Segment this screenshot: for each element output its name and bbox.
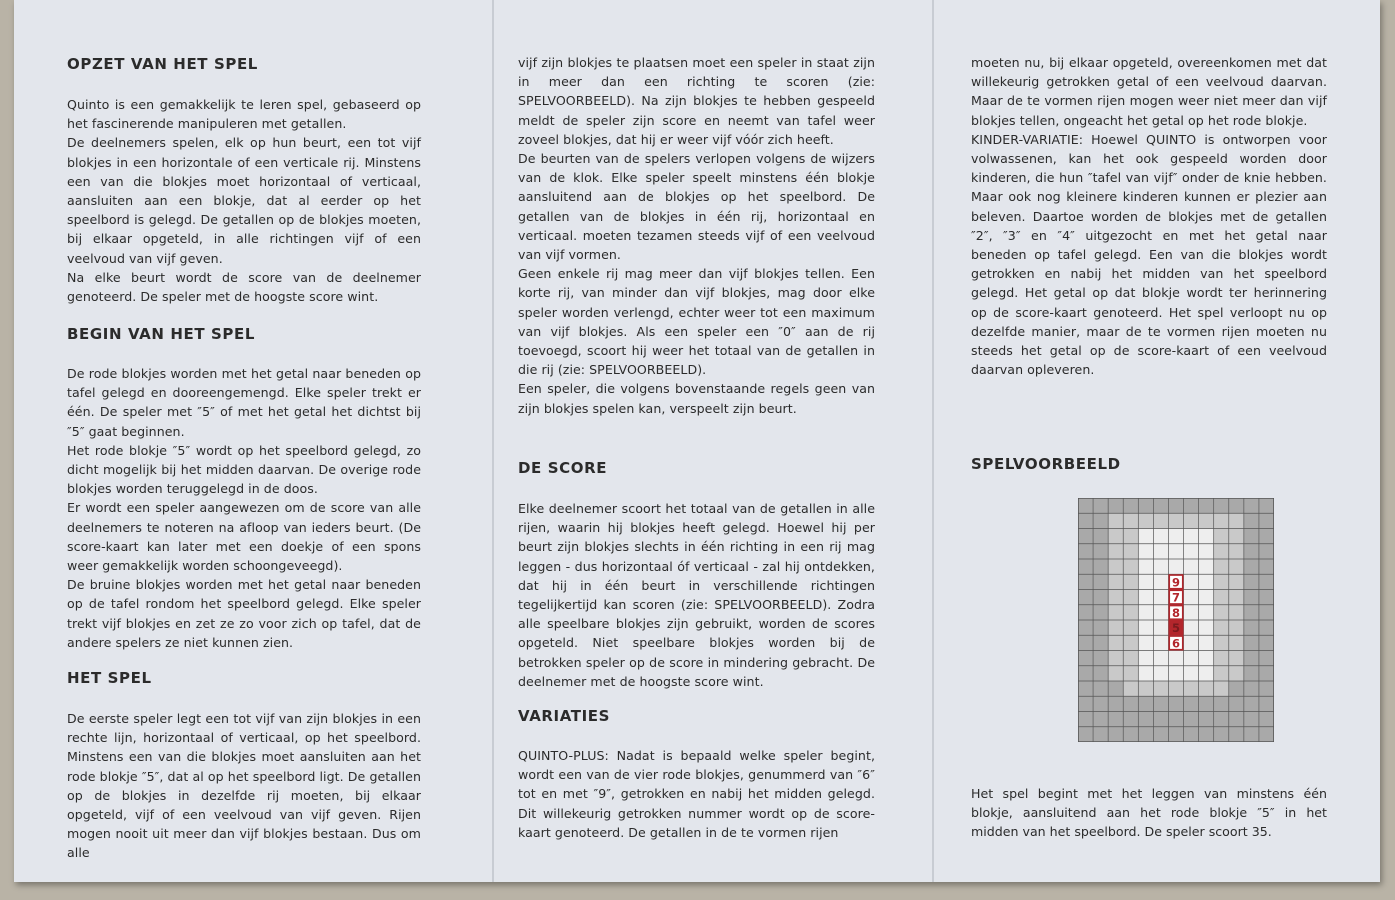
- board-cell: [1214, 666, 1229, 681]
- board-cell: [1093, 651, 1108, 666]
- board-cell: [1078, 712, 1093, 727]
- board-cell: [1093, 620, 1108, 635]
- board-cell: [1153, 727, 1168, 742]
- board-cell: [1123, 727, 1138, 742]
- board-caption: Het spel begint met het leggen van minstens één blokje, aansluitend aan het rode blokje ″5″ in het midden van het speelbord. De speler scoort 35.: [971, 786, 1327, 840]
- board-cell: [1168, 666, 1183, 681]
- board-cell: [1259, 605, 1274, 620]
- board-cell: [1153, 666, 1168, 681]
- board-cell: [1184, 529, 1199, 544]
- board-cell: [1244, 635, 1259, 650]
- board-cell: [1123, 712, 1138, 727]
- paragraph: De rode blokjes worden met het getal naar beneden op tafel gelegd en dooreengemengd. Elke speler trekt er één. De speler met ″5″ of met het getal het dichtst bij ″5″ gaat beginnen.: [67, 366, 421, 439]
- board-cell: [1078, 590, 1093, 605]
- board-cell: [1078, 498, 1093, 513]
- paragraph: Na elke beurt wordt de score van de deelnemer genoteerd. De speler met de hoogste score wint.: [67, 269, 421, 305]
- board-cell: [1123, 681, 1138, 696]
- board-cell: [1199, 498, 1214, 513]
- column-1-block-c: [67, 709, 421, 863]
- board-cell: [1153, 574, 1168, 589]
- board-cell: [1259, 590, 1274, 605]
- board-cell: [1153, 620, 1168, 635]
- board-cell: [1168, 513, 1183, 528]
- board-cell: [1229, 681, 1244, 696]
- paragraph: De beurten van de spelers verlopen volgens de wijzers van de klok. Elke speler speelt minstens één blokje aansluitend aan de blokjes op het speelbord. De getallen van de blokjes in één rij, horizontaal en verticaal. moeten tezamen steeds vijf of een veelvoud van vijf vormen.: [518, 151, 875, 263]
- board-cell: [1153, 681, 1168, 696]
- board-cell: [1123, 498, 1138, 513]
- board-cell: [1168, 651, 1183, 666]
- board-cell: [1138, 696, 1153, 711]
- board-cell: [1229, 513, 1244, 528]
- board-cell: [1108, 666, 1123, 681]
- board-cell: [1108, 513, 1123, 528]
- board-cell: [1214, 574, 1229, 589]
- board-cell: [1214, 635, 1229, 650]
- board-cell: [1214, 620, 1229, 635]
- board-cell: [1153, 696, 1168, 711]
- board-cell: [1123, 544, 1138, 559]
- paragraph: QUINTO-PLUS: Nadat is bepaald welke speler begint, wordt een van de vier rode blokjes, genummerd van ″6″ tot en met ″9″, getrokken en nabij het midden gelegd. Dit willekeurig getrokken nummer wordt op de score-kaart genoteerd. De getallen in de te vormen rijen: [518, 748, 875, 840]
- paragraph: De eerste speler legt een tot vijf van zijn blokjes in een rechte lijn, horizontaal of verticaal, op het speelbord. Minstens een van die blokjes moet aansluiten aan het rode blokje ″5″, dat al op het speelbord ligt. De getallen op de blokjes in dezelfde rij moeten, bij elkaar opgeteld, vijf of een veelvoud van vijf geven. Rijen mogen nooit uit meer dan vijf blokjes bestaan. Dus om alle: [67, 711, 421, 861]
- board-cell: [1153, 590, 1168, 605]
- column-1-block-b: [67, 364, 421, 652]
- board-cell: [1078, 696, 1093, 711]
- paragraph: De deelnemers spelen, elk op hun beurt, een tot vijf blokjes in een horizontale of een verticale rij. Minstens een van die blokjes moet horizontaal of verticaal, aansluiten aan een blokje, dat al eerder op het speelbord is gelegd. De getallen op de blokjes moeten, bij elkaar opgeteld, in alle richtingen vijf of een veelvoud van vijf geven.: [67, 135, 421, 266]
- tile-number: 6: [1171, 636, 1181, 651]
- game-board: [1078, 498, 1274, 742]
- board-cell: [1153, 559, 1168, 574]
- board-cell: [1108, 727, 1123, 742]
- column-2-block-a: [518, 53, 875, 418]
- board-cell: [1078, 544, 1093, 559]
- column-1-block-a: [67, 95, 421, 306]
- board-cell: [1184, 620, 1199, 635]
- board-cell: [1244, 498, 1259, 513]
- board-cell: [1229, 605, 1244, 620]
- board-cell: [1138, 498, 1153, 513]
- board-cell: [1259, 666, 1274, 681]
- board-cell: [1138, 513, 1153, 528]
- board-cell: [1093, 498, 1108, 513]
- board-cell: [1093, 681, 1108, 696]
- board-cell: [1199, 605, 1214, 620]
- board-cell: [1078, 651, 1093, 666]
- board-cell: [1123, 574, 1138, 589]
- board-cell: [1108, 529, 1123, 544]
- board-cell: [1229, 727, 1244, 742]
- board-cell: [1138, 529, 1153, 544]
- board-cell: [1199, 666, 1214, 681]
- board-cell: [1108, 605, 1123, 620]
- board-cell: [1199, 590, 1214, 605]
- board-cell: [1184, 635, 1199, 650]
- board-cell: [1138, 651, 1153, 666]
- board-cell: [1214, 529, 1229, 544]
- board-cell: [1184, 727, 1199, 742]
- board-cell: [1244, 529, 1259, 544]
- board-cell: [1214, 513, 1229, 528]
- board-cell: [1229, 712, 1244, 727]
- column-2-block-c: [518, 746, 875, 842]
- board-cell: [1108, 590, 1123, 605]
- board-cell: [1244, 590, 1259, 605]
- board-cell: [1093, 727, 1108, 742]
- board-cell: [1168, 529, 1183, 544]
- board-cell: [1108, 696, 1123, 711]
- board-cell: [1214, 712, 1229, 727]
- board-cell: [1244, 574, 1259, 589]
- board-cell: [1078, 727, 1093, 742]
- board-cell: [1184, 513, 1199, 528]
- board-cell: [1244, 544, 1259, 559]
- board-cell: [1153, 513, 1168, 528]
- board-cell: [1093, 635, 1108, 650]
- board-cell: [1108, 635, 1123, 650]
- board-cell: [1184, 681, 1199, 696]
- board-cell: [1184, 559, 1199, 574]
- board-cell: [1244, 620, 1259, 635]
- board-cell: [1229, 559, 1244, 574]
- board-cell: [1078, 559, 1093, 574]
- board-cell: [1123, 635, 1138, 650]
- board-cell: [1244, 666, 1259, 681]
- board-cell: [1138, 605, 1153, 620]
- board-cell: [1168, 498, 1183, 513]
- board-cell: [1123, 529, 1138, 544]
- board-cell: [1199, 696, 1214, 711]
- heading-begin: BEGIN VAN HET SPEL: [67, 325, 255, 343]
- board-cell: [1078, 666, 1093, 681]
- board-cell: [1168, 696, 1183, 711]
- board-cell: [1138, 712, 1153, 727]
- board-cell: [1184, 605, 1199, 620]
- board-cell: [1184, 651, 1199, 666]
- board-cell: [1259, 498, 1274, 513]
- column-3-block-a: [971, 53, 1327, 379]
- board-cell: [1259, 681, 1274, 696]
- board-cell: [1168, 544, 1183, 559]
- board-cell: [1093, 559, 1108, 574]
- board-cell: [1229, 590, 1244, 605]
- board-cell: [1123, 651, 1138, 666]
- board-cell: [1199, 559, 1214, 574]
- board-cell: [1078, 529, 1093, 544]
- board-cell: [1168, 727, 1183, 742]
- board-cell: [1259, 651, 1274, 666]
- board-cell: [1244, 651, 1259, 666]
- paragraph: vijf zijn blokjes te plaatsen moet een speler in staat zijn in meer dan een richting te scoren (zie: SPELVOORBEELD). Na zijn blokjes te hebben gespeeld meldt de speler zijn score en neemt van tafel weer zoveel blokjes, dat hij er weer vijf vóór zich heeft.: [518, 55, 875, 147]
- board-cell: [1199, 574, 1214, 589]
- board-cell: [1244, 712, 1259, 727]
- board-cell: [1214, 590, 1229, 605]
- board-cell: [1214, 727, 1229, 742]
- board-cell: [1229, 651, 1244, 666]
- board-cell: [1229, 498, 1244, 513]
- paragraph: De bruine blokjes worden met het getal naar beneden op de tafel rondom het speelbord gelegd. Elke speler trekt vijf blokjes en zet ze zo voor zich op tafel, dat de andere spelers ze niet kunnen zien.: [67, 577, 421, 650]
- board-cell: [1244, 696, 1259, 711]
- board-cell: [1123, 559, 1138, 574]
- board-cell: [1214, 651, 1229, 666]
- board-cell: [1138, 559, 1153, 574]
- board-cell: [1229, 620, 1244, 635]
- board-cell: [1199, 651, 1214, 666]
- board-cell: [1138, 727, 1153, 742]
- heading-variaties: VARIATIES: [518, 707, 611, 725]
- board-cell: [1184, 590, 1199, 605]
- tile-number: 5: [1171, 621, 1181, 636]
- board-cell: [1108, 574, 1123, 589]
- board-cell: [1214, 696, 1229, 711]
- board-cell: [1153, 544, 1168, 559]
- board-cell: [1259, 620, 1274, 635]
- board-cell: [1229, 529, 1244, 544]
- paragraph: Geen enkele rij mag meer dan vijf blokjes tellen. Een korte rij, van minder dan vijf blokjes, mag door elke speler worden verlengd, echter weer tot een maximum van vijf blokjes. Als een speler een ″0″ aan de rij toevoegd, scoort hij weer het totaal van de getallen in die rij (zie: SPELVOORBEELD).: [518, 266, 875, 378]
- paragraph: Elke deelnemer scoort het totaal van de getallen in alle rijen, waarin hij blokjes heeft gelegd. Hoewel hij per beurt zijn blokjes slechts in één richting in een rij mag leggen - dus horizontaal óf verticaal - zal hij ontdekken, dat hij in één beurt in verschillende richtingen tegelijkertijd kan scoren (zie: SPELVOORBEELD). Zodra alle speelbare blokjes zijn gebruikt, worden de scores opgeteld. Niet speelbare blokjes worden bij de betrokken speler op de score in mindering gebracht. De deelnemer met de hoogste score wint.: [518, 501, 875, 689]
- board-cell: [1108, 681, 1123, 696]
- board-cell: [1244, 605, 1259, 620]
- tile-number: 7: [1171, 590, 1181, 605]
- board-cell: [1138, 574, 1153, 589]
- heading-het-spel: HET SPEL: [67, 669, 152, 687]
- board-cell: [1093, 605, 1108, 620]
- board-cell: [1244, 727, 1259, 742]
- board-cell: [1199, 635, 1214, 650]
- board-cell: [1078, 635, 1093, 650]
- board-cell: [1184, 574, 1199, 589]
- board-cell: [1138, 620, 1153, 635]
- board-cell: [1214, 559, 1229, 574]
- board-cell: [1229, 574, 1244, 589]
- board-cell: [1199, 544, 1214, 559]
- board-cell: [1153, 712, 1168, 727]
- board-cell: [1123, 513, 1138, 528]
- board-cell: [1108, 498, 1123, 513]
- board-cell: [1123, 620, 1138, 635]
- board-cell: [1199, 712, 1214, 727]
- board-cell: [1259, 574, 1274, 589]
- board-cell: [1078, 605, 1093, 620]
- board-cell: [1259, 529, 1274, 544]
- heading-spelvoorbeeld: SPELVOORBEELD: [971, 455, 1121, 473]
- board-cell: [1168, 712, 1183, 727]
- board-cell: [1259, 727, 1274, 742]
- board-cell: [1199, 620, 1214, 635]
- board-cell: [1093, 712, 1108, 727]
- board-cell: [1153, 605, 1168, 620]
- board-cell: [1078, 513, 1093, 528]
- board-cell: [1214, 544, 1229, 559]
- column-2-block-b: [518, 499, 875, 691]
- heading-opzet: OPZET VAN HET SPEL: [67, 55, 258, 73]
- paragraph: Een speler, die volgens bovenstaande regels geen van zijn blokjes spelen kan, verspeelt zijn beurt.: [518, 381, 875, 416]
- board-cell: [1093, 574, 1108, 589]
- board-cell: [1078, 681, 1093, 696]
- board-cell: [1184, 696, 1199, 711]
- board-cell: [1244, 513, 1259, 528]
- board-cell: [1168, 681, 1183, 696]
- paragraph: Het rode blokje ″5″ wordt op het speelbord gelegd, zo dicht mogelijk bij het midden daarvan. De overige rode blokjes worden teruggelegd in de doos.: [67, 442, 421, 497]
- fold-line-right: [932, 0, 934, 882]
- board-cell: [1138, 635, 1153, 650]
- board-cell: [1153, 498, 1168, 513]
- board-cell: [1199, 529, 1214, 544]
- board-cell: [1214, 681, 1229, 696]
- board-cell: [1138, 544, 1153, 559]
- board-cell: [1123, 666, 1138, 681]
- board-cell: [1229, 666, 1244, 681]
- board-cell: [1138, 590, 1153, 605]
- board-cell: [1244, 559, 1259, 574]
- board-cell: [1078, 620, 1093, 635]
- board-cell: [1199, 513, 1214, 528]
- board-cell: [1093, 529, 1108, 544]
- board-cell: [1184, 666, 1199, 681]
- tile-number: 9: [1171, 575, 1181, 590]
- paragraph: KINDER-VARIATIE: Hoewel QUINTO is ontworpen voor volwassenen, kan het ook gespeeld worden door kinderen, die hun ″tafel van vijf″ onder de knie hebben. Maar ook nog kleinere kinderen kunnen er plezier aan beleven. Daartoe worden de blokjes met de getallen ″2″, ″3″ en ″4″ uitgezocht en met het getal naar beneden op tafel gelegd. Een van die blokjes wordt getrokken en nabij het midden van het speelbord gelegd. Het getal op dat blokje wordt ter herinnering op de score-kaart genoteerd. Het spel verloopt nu op dezelfde manier, maar de te vormen rijen moeten nu steeds het getal op de score-kaart of een veelvoud daarvan opleveren.: [971, 131, 1327, 378]
- board-cell: [1229, 544, 1244, 559]
- board-cell: [1214, 498, 1229, 513]
- board-cell: [1123, 696, 1138, 711]
- fold-line-left: [492, 0, 494, 882]
- board-cell: [1184, 544, 1199, 559]
- board-cell: [1168, 559, 1183, 574]
- board-cell: [1123, 590, 1138, 605]
- board-cell: [1108, 620, 1123, 635]
- board-cell: [1138, 681, 1153, 696]
- board-cell: [1108, 559, 1123, 574]
- board-cell: [1259, 696, 1274, 711]
- board-cell: [1078, 574, 1093, 589]
- board-cell: [1259, 559, 1274, 574]
- board-cell: [1153, 529, 1168, 544]
- paragraph: moeten nu, bij elkaar opgeteld, overeenkomen met dat willekeurig getrokken getal of een veelvoud daarvan. Maar de te vormen rijen mogen weer niet meer dan vijf blokjes tellen, ongeacht het getal op het rode blokje.: [971, 55, 1327, 128]
- board-cell: [1259, 712, 1274, 727]
- board-cell: [1184, 712, 1199, 727]
- board-cell: [1259, 635, 1274, 650]
- board-cell: [1138, 666, 1153, 681]
- board-cell: [1108, 712, 1123, 727]
- paragraph: Quinto is een gemakkelijk te leren spel, gebaseerd op het fascinerende manipuleren met getallen.: [67, 97, 421, 132]
- board-cell: [1153, 635, 1168, 650]
- board-cell: [1199, 681, 1214, 696]
- board-cell: [1093, 666, 1108, 681]
- board-cell: [1184, 498, 1199, 513]
- board-cell: [1259, 513, 1274, 528]
- tile-number: 8: [1171, 605, 1181, 620]
- board-cell: [1093, 590, 1108, 605]
- heading-de-score: DE SCORE: [518, 459, 608, 477]
- board-cell: [1108, 651, 1123, 666]
- board-cell: [1093, 696, 1108, 711]
- board-cell: [1244, 681, 1259, 696]
- board-cell: [1229, 696, 1244, 711]
- board-cell: [1093, 544, 1108, 559]
- board-cell: [1214, 605, 1229, 620]
- board-cell: [1153, 651, 1168, 666]
- board-cell: [1259, 544, 1274, 559]
- board-cell: [1108, 544, 1123, 559]
- board-cell: [1199, 727, 1214, 742]
- board-cell: [1229, 635, 1244, 650]
- paragraph: Er wordt een speler aangewezen om de score van alle deelnemers te noteren na afloop van ieders beurt. (De score-kaart kan later met een doekje of een spons weer gemakkelijk worden schoongeveegd).: [67, 500, 421, 574]
- board-cell: [1123, 605, 1138, 620]
- board-cell: [1093, 513, 1108, 528]
